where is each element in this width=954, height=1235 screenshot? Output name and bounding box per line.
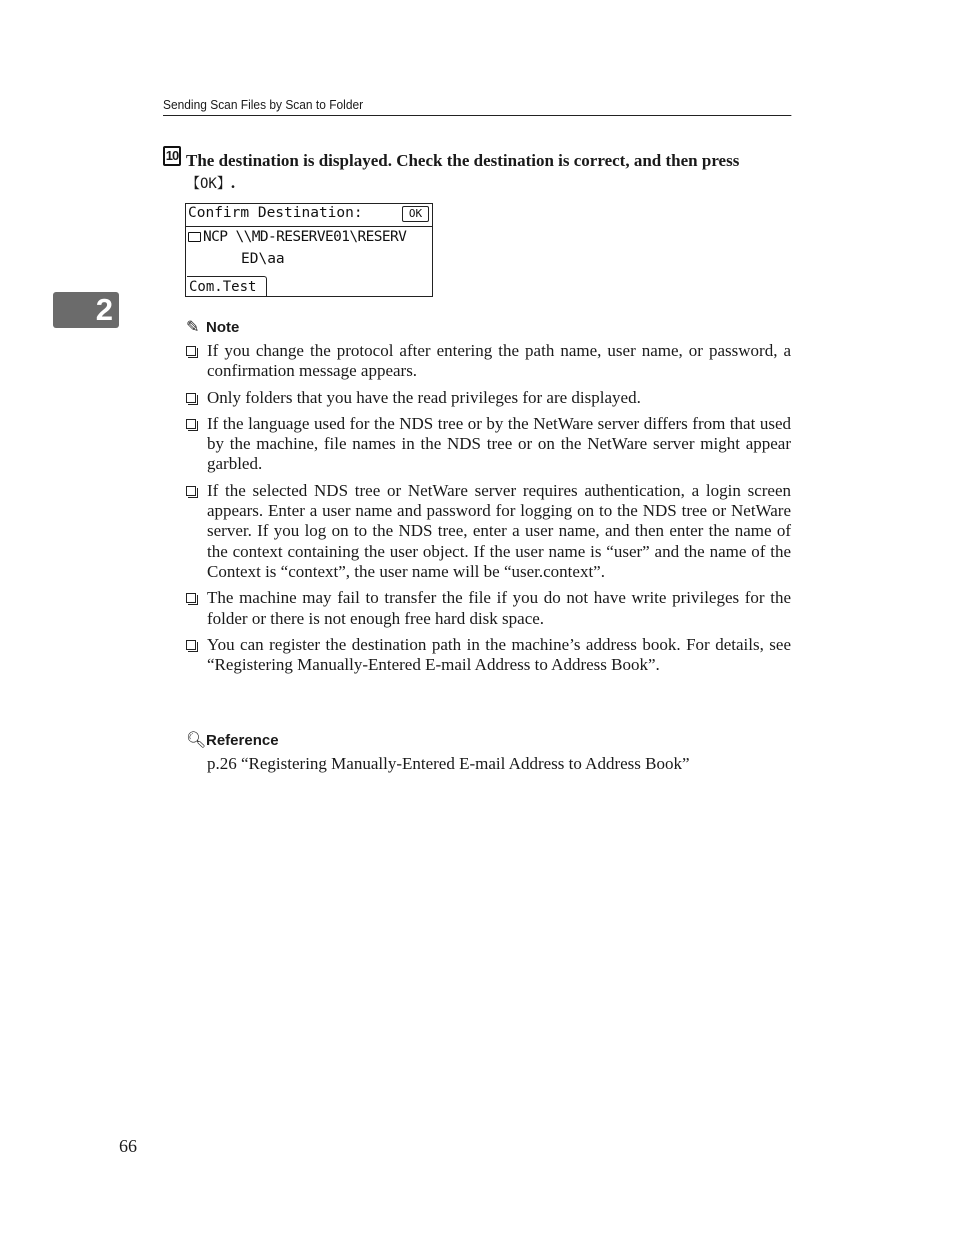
checkbox-bullet-icon [186, 346, 196, 356]
lcd-title: Confirm Destination: [188, 205, 363, 221]
checkbox-bullet-icon [186, 593, 196, 603]
note-list [186, 341, 791, 681]
lcd-ok-button[interactable]: OK [402, 206, 429, 222]
checkbox-bullet-icon [186, 419, 196, 429]
reference-heading-label: Reference [206, 732, 279, 749]
note-item [186, 588, 791, 629]
chapter-tab [53, 292, 119, 328]
checkbox-bullet-icon [186, 486, 196, 496]
com-test-softkey[interactable]: Com.Test [187, 276, 267, 296]
note-item-text: If you change the protocol after entering the path name, user name, or password, a confirmation message appears. [207, 341, 791, 381]
folder-icon [188, 232, 201, 242]
note-item-text: The machine may fail to transfer the file if you do not have write privileges for the folder or there is not enough free hard disk space. [207, 588, 791, 628]
step-end: . [230, 173, 236, 192]
note-heading-label: Note [206, 319, 240, 336]
reference-link[interactable]: p.26 “Registering Manually-Entered E-mail Address to Address Book” [207, 754, 690, 773]
note-item [186, 388, 791, 408]
note-item-text: If the selected NDS tree or NetWare server requires authentication, a login screen appears. Enter a user name and password for logging on to the NDS tree or NetWare server. If you log on to the NDS tree, enter a user name, and then enter the name of the context containing the user object. If the user name is “user” and the name of the Context is “context”, the user name will be “user.context”. [207, 480, 791, 581]
note-item-text: Only folders that you have the read privileges for are displayed. [207, 387, 641, 407]
note-heading [186, 319, 239, 337]
note-item [186, 341, 791, 382]
lcd-divider [186, 226, 432, 227]
note-item [186, 414, 791, 475]
magnifier-icon: 🔍︎ [186, 732, 207, 749]
step-number-icon: 10 [163, 146, 181, 166]
lcd-path-line-1 [188, 228, 406, 246]
note-item-text: You can register the destination path in the machine’s address book. For details, see “Registering Manually-Entered E-mail Address to Address Book”. [207, 634, 791, 675]
page-number: 66 [119, 1136, 137, 1156]
checkbox-bullet-icon [186, 640, 196, 650]
chapter-number: 2 [95, 292, 113, 327]
pencil-icon: ✎ [186, 319, 200, 336]
note-item-text: If the language used for the NDS tree or by the NetWare server differs from that used by the machine, file names in the NDS tree or on the NetWare server might appear garbled. [207, 413, 791, 474]
step-text: The destination is displayed. Check the destination is correct, and then press [186, 151, 740, 170]
lcd-panel-screen [185, 203, 433, 297]
lcd-path-text-1: NCP \\MD-RESERVE01\RESERV [203, 229, 407, 245]
lcd-path-line-2: ED\aa [241, 251, 285, 267]
ok-key-label: 【OK】 [186, 176, 231, 192]
note-item [186, 481, 791, 582]
note-item [186, 635, 791, 676]
checkbox-bullet-icon [186, 393, 196, 403]
step-instruction [186, 150, 791, 195]
reference-heading [186, 732, 279, 750]
running-header: Sending Scan Files by Scan to Folder [163, 96, 791, 116]
